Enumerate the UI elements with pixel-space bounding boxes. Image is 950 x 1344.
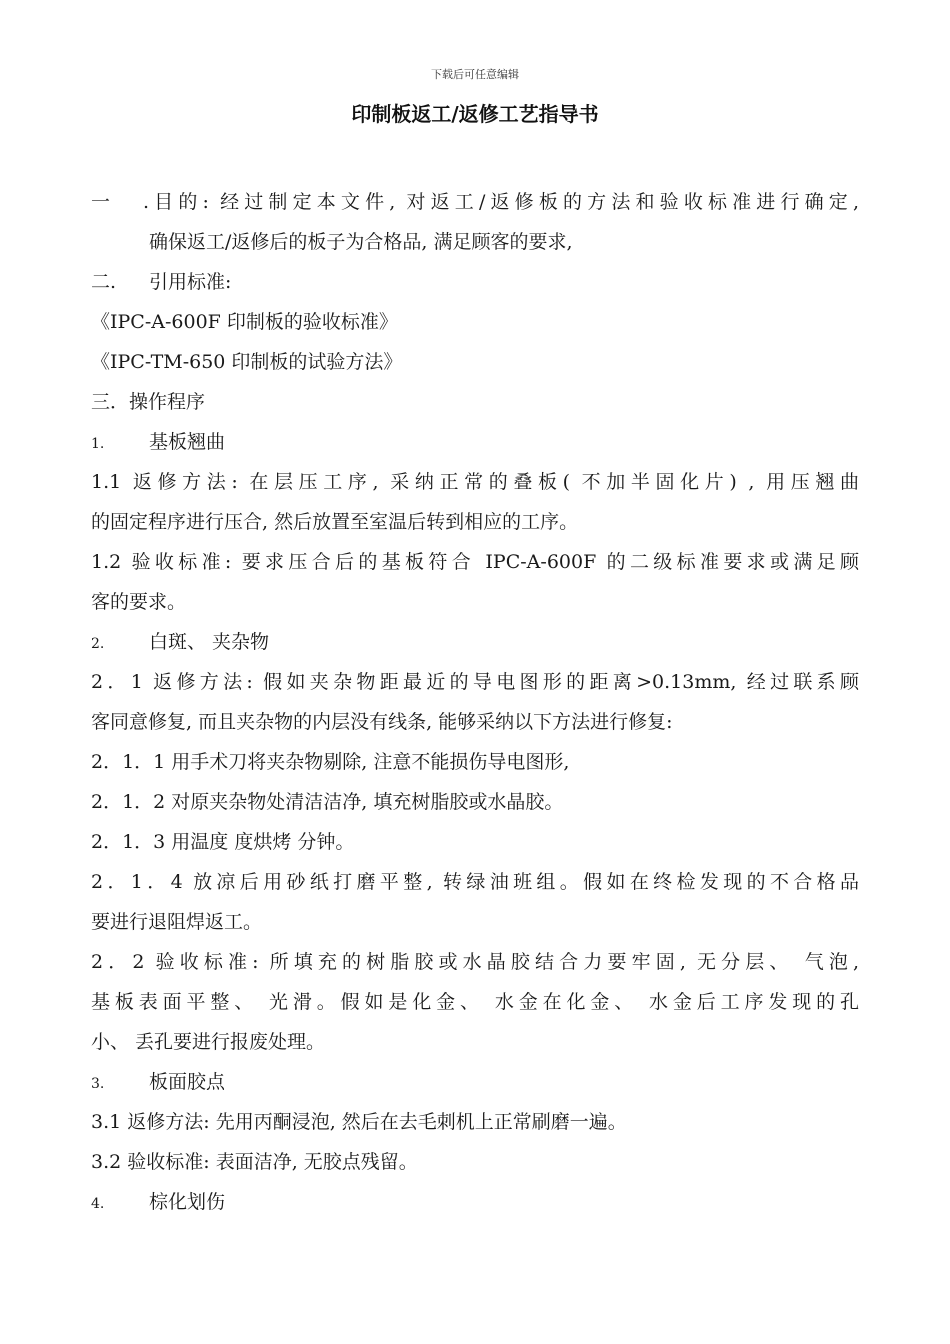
item-3-2-line: 3.2 验收标准: 表面洁净, 无胶点残留。 xyxy=(91,1151,418,1173)
item-2-2-line-cont: 基板表面平整、 光滑。假如是化金、 水金在化金、 水金后工序发现的孔 xyxy=(91,991,859,1013)
item-1-2-line-cont: 客的要求。 xyxy=(91,591,187,613)
item-number: 1. xyxy=(91,436,105,452)
item-2-heading xyxy=(91,629,269,657)
item-1-1-line-cont: 的固定程序进行压合, 然后放置至室温后转到相应的工序。 xyxy=(91,511,579,533)
item-number: 3. xyxy=(91,1076,105,1092)
document-title: 印制板返工/返修工艺指导书 xyxy=(351,102,599,126)
item-2-1-2-line: 2．1．2 对原夹杂物处清洁洁净, 填充树脂胶或水晶胶。 xyxy=(91,791,564,813)
reference-ipc-a-600f: 《IPC-A-600F 印制板的验收标准》 xyxy=(91,311,398,333)
section-number: 一. xyxy=(91,191,149,213)
paragraph-text: 引用标准: xyxy=(149,271,232,293)
header-note: 下载后可任意编辑 xyxy=(431,68,519,81)
item-title: 白斑、 夹杂物 xyxy=(149,631,270,653)
section-3-procedure: 三．操作程序 xyxy=(91,391,206,413)
item-2-1-1-line: 2．1．1 用手术刀将夹杂物剔除, 注意不能损伤导电图形, xyxy=(91,751,570,773)
section-number: 二. xyxy=(91,271,117,293)
item-2-1-line-cont: 客同意修复, 而且夹杂物的内层没有线条, 能够采纳以下方法进行修复: xyxy=(91,711,673,733)
item-3-heading xyxy=(91,1069,225,1097)
item-title: 板面胶点 xyxy=(149,1071,226,1093)
reference-ipc-tm-650: 《IPC-TM-650 印制板的试验方法》 xyxy=(91,351,403,373)
item-2-1-line: 2．1 返修方法: 假如夹杂物距最近的导电图形的距离>0.13mm, 经过联系顾 xyxy=(91,671,859,693)
item-2-1-4-line-cont: 要进行退阻焊返工。 xyxy=(91,911,263,933)
item-title: 棕化划伤 xyxy=(149,1191,226,1213)
item-2-2-line: 2．2 验收标准: 所填充的树脂胶或水晶胶结合力要牢固, 无分层、 气泡, xyxy=(91,951,859,973)
item-4-heading xyxy=(91,1189,225,1217)
item-title: 基板翘曲 xyxy=(149,431,226,453)
section-2-references xyxy=(91,269,231,295)
item-number: 4. xyxy=(91,1196,105,1212)
item-1-1-line: 1.1 返修方法: 在层压工序, 采纳正常的叠板( 不加半固化片) , 用压翘曲 xyxy=(91,471,859,493)
item-2-1-3-line: 2．1．3 用温度 度烘烤 分钟。 xyxy=(91,831,355,853)
item-2-1-4-line: 2．1．4 放凉后用砂纸打磨平整, 转绿油班组。假如在终检发现的不合格品 xyxy=(91,871,859,893)
section-1-purpose xyxy=(91,189,859,215)
item-number: 2. xyxy=(91,636,105,652)
item-1-heading xyxy=(91,429,225,457)
item-1-2-line: 1.2 验收标准: 要求压合后的基板符合 IPC-A-600F 的二级标准要求或满足顾 xyxy=(91,551,859,573)
item-2-2-line-cont-2: 小、 丢孔要进行报废处理。 xyxy=(91,1031,326,1053)
section-1-purpose-cont: 确保返工/返修后的板子为合格品, 满足顾客的要求, xyxy=(149,231,573,253)
item-3-1-line: 3.1 返修方法: 先用丙酮浸泡, 然后在去毛刺机上正常刷磨一遍。 xyxy=(91,1111,627,1133)
paragraph-text: 目的: 经过制定本文件, 对返工/返修板的方法和验收标准进行确定, xyxy=(149,191,859,213)
